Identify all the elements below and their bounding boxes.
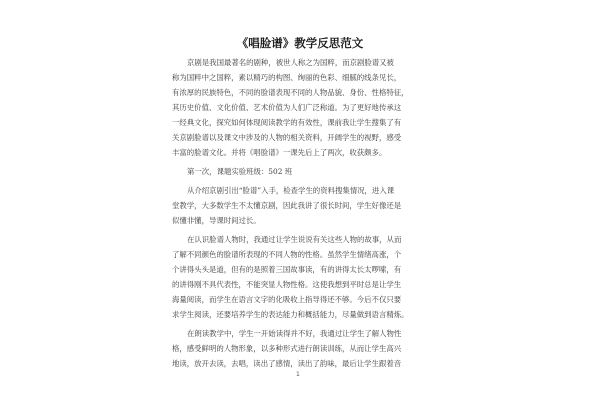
text-line: 在认识脸谱人物时，我通过让学生说说有关这些人物的故事，从而 xyxy=(187,235,402,244)
text-line: 从介绍京剧引出“脸谱”入手，检查学生的资料搜集情况，进入课 xyxy=(187,186,395,195)
text-line: 关京剧脸谱以及课文中涉及的人物的相关资料，开阔学生的视野，感受 xyxy=(172,133,402,142)
document-title: 《唱脸谱》教学反思范文 xyxy=(236,36,364,50)
text-line: 个讲得头头是道，但有的是照着三国故事读，有的讲得太长太啰嗦，有 xyxy=(172,265,402,274)
text-line: 京剧是我国最著名的剧种，被世人称之为国粹，而京剧脸谱又被 xyxy=(187,58,394,67)
text-line: 在朗读教学中，学生一开始读得并不好，我通过让学生了解人物性 xyxy=(187,329,402,338)
paragraph-intro xyxy=(172,55,428,160)
text-line: 第一次，课题实验班级：502 班 xyxy=(187,167,293,176)
text-line: 一经典文化，探究如何体现阅读教学的有效性，课前我让学生搜集了有 xyxy=(172,118,402,127)
paragraph-lesson-intro xyxy=(172,183,428,228)
text-line: 有浓厚的民族特色，不同的脸谱表现不同的人物品貌、身份、性格特征， xyxy=(172,88,409,97)
text-line: 堂教学，大多数学生不太懂京剧，因此我讲了很长时间，学生好像还是 xyxy=(172,201,402,210)
text-line: 地读，放开去读，去唱，读出了感情，读出了韵味，最后让学生跟着音 xyxy=(172,359,402,368)
text-line: 其历史价值、文化价值、艺术价值为人们广泛称道。为了更好地传承这 xyxy=(172,103,402,112)
page-number: 1 xyxy=(296,371,300,378)
paragraph-class-info xyxy=(172,164,428,179)
text-line: 称为国粹中之国粹，素以精巧的构图、绚丽的色彩、细腻的线条见长， xyxy=(172,73,402,82)
text-line: 海量阅读，而学生在语言文字的化吸收上指导得还不够。今后不仅只要 xyxy=(172,295,402,304)
paragraph-characters xyxy=(172,232,428,322)
text-line: 的讲得刚不具代表性，不能突显人物性格。这使我想到平时总是让学生 xyxy=(172,280,402,289)
text-line: 似懂非懂，导课时间过长。 xyxy=(172,216,261,225)
text-line: 了解不同颜色的脸谱所表现的不同人物的性格。虽然学生情绪高涨，个 xyxy=(172,250,402,259)
text-line: 求学生阅读，还要培养学生的表达能力和概括能力，尽量做到语言精炼。 xyxy=(172,310,409,319)
document-content xyxy=(172,36,428,375)
paragraph-reading xyxy=(172,326,428,371)
text-line: 格，感受鲜明的人物形象，以多种形式进行朗读训练，从而让学生高兴 xyxy=(172,344,402,353)
text-line: 丰富的脸谱文化。并将《唱脸谱》一课先后上了两次，收获颇多。 xyxy=(172,148,387,157)
